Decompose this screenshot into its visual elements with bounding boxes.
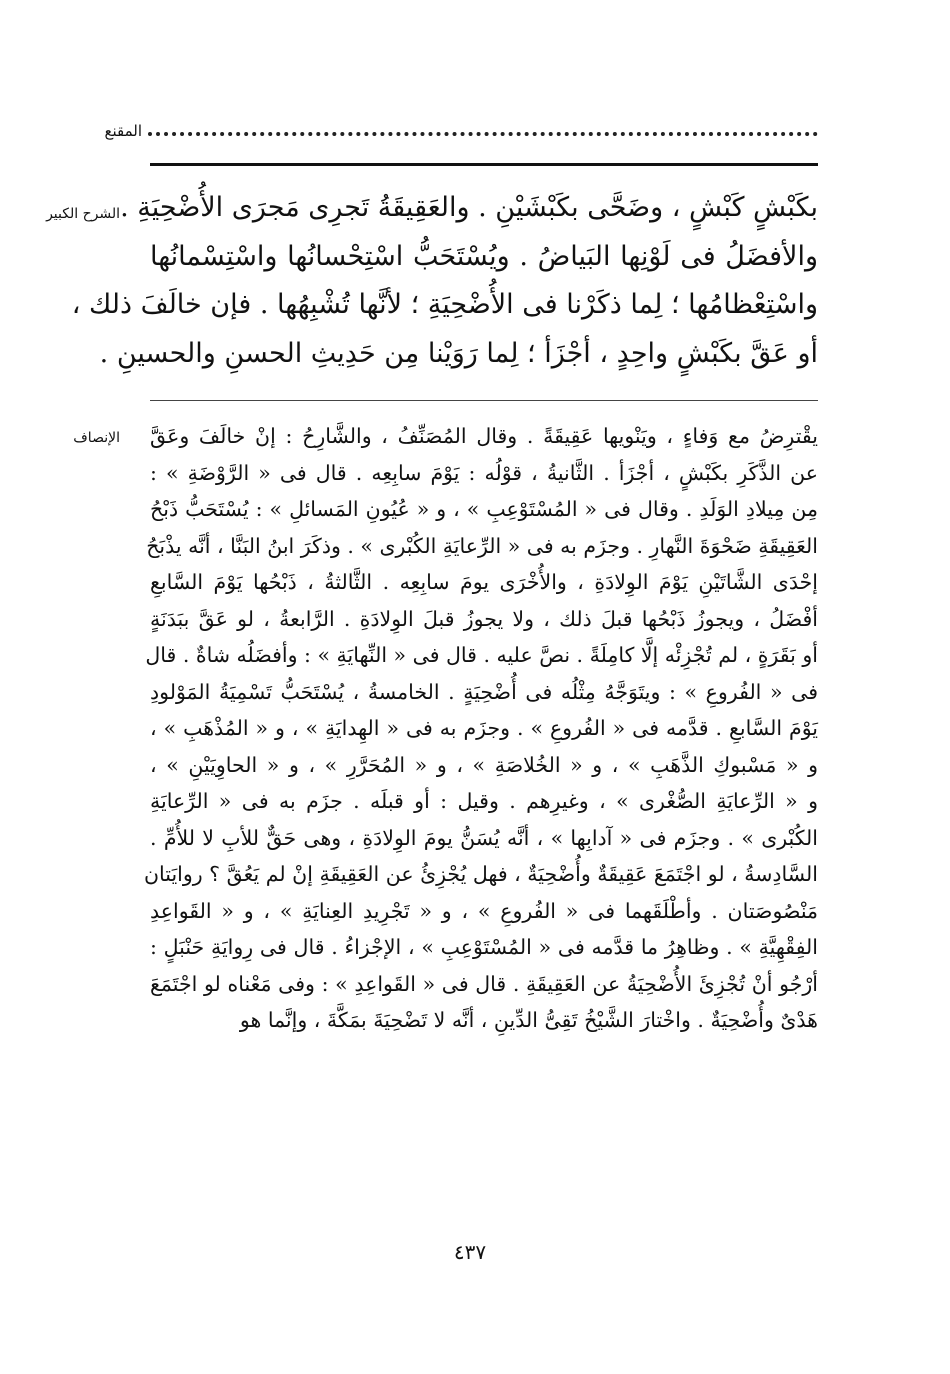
section-divider xyxy=(150,400,818,401)
section-label-sharh: الشرح الكبير xyxy=(46,206,120,222)
text-line: و « الرِّعايَةِ الصُّغْرى » ، وغيرِهم . وقيل : أو قبلَه . جزَم به فى « الرِّعايَةِ xyxy=(150,789,818,813)
text-line: بكَبْشٍ كَبْشٍ ، وضَحَّى بكَبْشَيْنِ . والعَقِيقَةُ تَجرِى مَجرَى الأُضْحِيَةِ . xyxy=(120,192,818,223)
text-line: مِن مِيلادِ الوَلَدِ . وقال فى « المُسْتَوْعِبِ » ، و « عُيُونِ المَسائلِ » : يُسْتَحَبُّ ذَبْحُ xyxy=(150,497,818,521)
text-line: أفْضَلُ ، ويجوزُ ذَبْحُها قبلَ ذلك ، ولا يجوزُ قبلَ الوِلادَةِ . الرَّابعةُ ، لو عَقَّ ببَدَنَةٍ xyxy=(150,606,818,631)
page-number: ٤٣٧ xyxy=(453,1240,487,1264)
text-line: السَّادِسةُ ، لو اجْتَمَعَ عَقِيقَةٌ وأُضْحِيَةٌ ، فهل يُجْزِئُ عن العَقِيقَةِ إنْ لم يَعُقَّ ؟ روايَتان xyxy=(143,862,818,886)
insaf-text-block xyxy=(143,418,818,1039)
text-line: هَدْىٌ وأُضْحِيَةٌ . واخْتارَ الشَّيْخُ تَقِىُّ الدِّينِ ، أنَّه لا تَضْحِيَةَ بمَكَّةَ ، وإنَّما هو xyxy=(239,1008,818,1032)
header-rule xyxy=(150,163,818,166)
text-line: أو عَقَّ بكَبْشٍ واحِدٍ ، أجْزَأ ؛ لِما رَوَيْنا مِن حَدِيثِ الحسنِ والحسينِ . xyxy=(99,337,818,369)
text-line: مَنْصُوصَتان . وأطْلَقَهما فى « الفُروعِ » ، و « تَجْرِيدِ العِنايَةِ » ، و « القَواعِدِ xyxy=(150,898,818,923)
text-line: أرْجُو أنْ تُجْزِئَ الأُضْحِيَةُ عن العَقِيقَةِ . قال فى « القَواعِدِ » : وفى مَعْناه لو اجْتَمَعَ xyxy=(150,971,818,996)
text-line: الفِقْهِيَّةِ » . وظاهِرُ ما قدَّمه فى « المُسْتَوْعِبِ » ، الإجْزاءُ . قال فى رِوايَةِ حَنْبَلٍ : xyxy=(150,935,818,959)
running-header xyxy=(148,118,818,148)
text-line: والأفضَلُ فى لَوْنِها البَياضُ . ويُسْتَحَبُّ اسْتِحْسانُها واسْتِسْمانُها xyxy=(150,240,818,272)
text-line: واسْتِعْظامُها ؛ لِما ذكَرْنا فى الأُضْحِيَةِ ؛ لأنَّها تُشْبِهُها . فإن خالَفَ ذلك ، xyxy=(71,289,818,320)
text-line: يَوْمَ السَّابعِ . قدَّمه فى « الفُروعِ » . وجزَم به فى « الهِدايَةِ » ، و « المُذْهَبِ » ، xyxy=(150,716,818,740)
text-line: عن الذَّكَرِ بكَبْشٍ ، أجْزَأ . الثَّانيةُ ، قوْلُه : يَوْمَ سابِعِه . قال فى « الرَّوْضَةِ » : xyxy=(150,460,818,485)
section-label-insaf: الإنصاف xyxy=(73,430,120,446)
header-dotted-leader xyxy=(148,132,818,136)
text-line: العَقِيقَةِ ضَحْوَةَ النَّهارِ . وجزَم به فى « الرِّعايَةِ الكُبْرى » . وذكَرَ ابنُ البَنَّا ، أنَّه يذْبَحُ xyxy=(146,533,818,558)
text-line: يقْترِضُ مع وَفاءٍ ، ويَنْويها عَقِيقَةً . وقال المُصَنِّفُ ، والشَّارِحُ : إنْ خالَفَ وعَقَّ xyxy=(150,424,818,448)
text-line: إحْدَى الشَّاتَيْنِ يَوْمَ الوِلادَةِ ، والأُخْرَى يومَ سابِعِه . الثَّالثةُ ، ذَبْحُها يَوْمَ السَّابعِ xyxy=(150,570,818,594)
running-title: المقنع xyxy=(104,122,142,140)
text-line: أو بَقَرَةٍ ، لم تُجْزِئْه إلَّا كامِلَةً . نصَّ عليه . قال فى « النِّهايَةِ » : وأفضَلُه شاةٌ . قال xyxy=(145,643,818,667)
text-line: و « مَسْبوكِ الذَّهَبِ » ، و « الخُلاصَةِ » ، و « المُحَرَّرِ » ، و « الحاوِيَيْنِ » ، xyxy=(150,752,818,777)
text-line: الكُبْرى » . وجزَم فى « آدابِها » ، أنَّه يُسَنُّ يومَ الوِلادَةِ ، وهى حَقٌّ للأبِ لا للأُمِّ . xyxy=(150,825,818,850)
text-line: فى « الفُروعِ » : ويتَوَجَّهُ مِثْلُه فى أُضْحِيَةٍ . الخامسةُ ، يُسْتَحَبُّ تَسْمِيَةُ المَوْلودِ xyxy=(150,679,818,704)
